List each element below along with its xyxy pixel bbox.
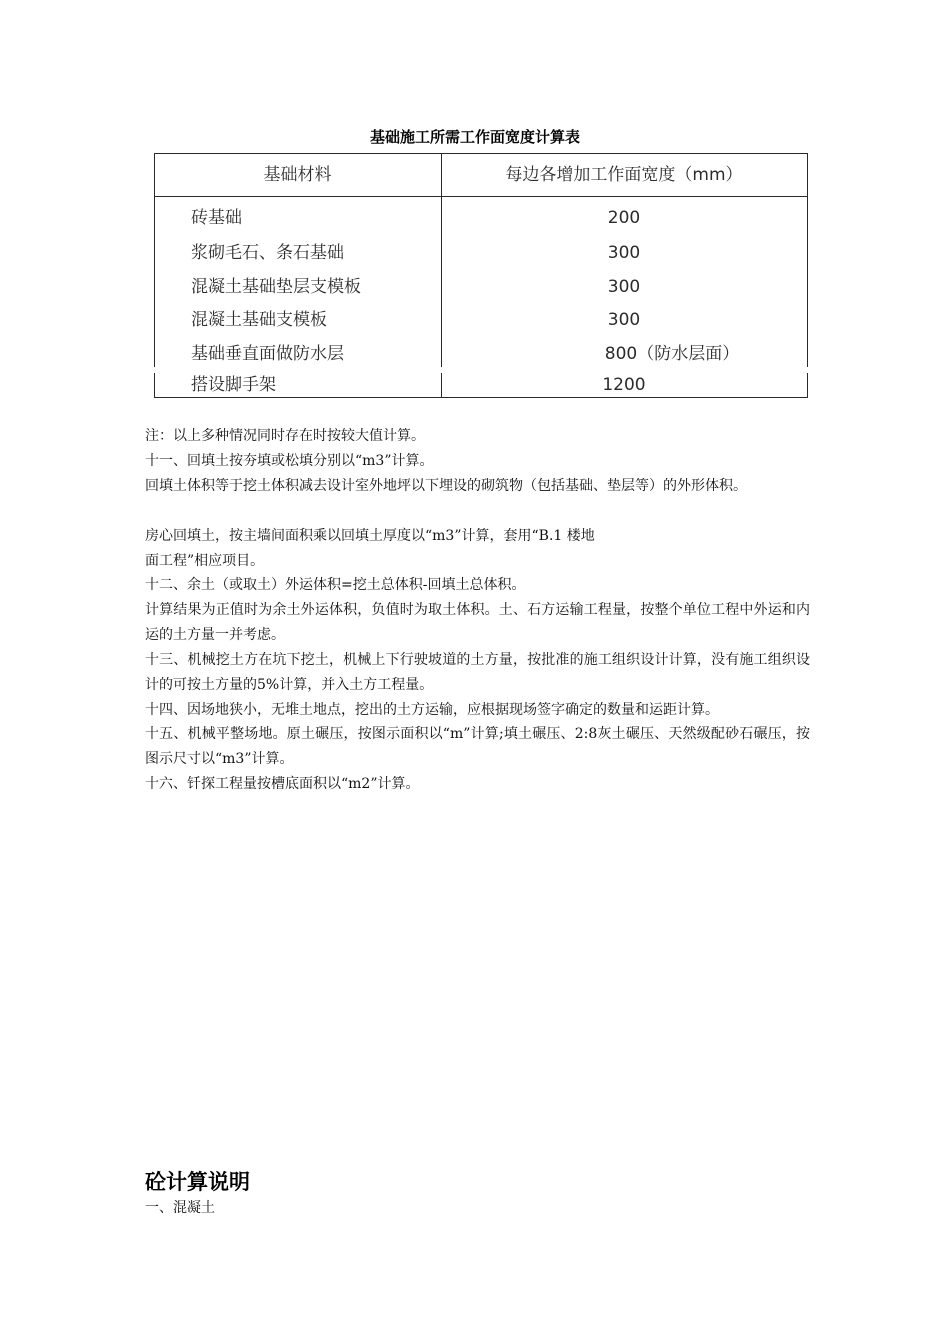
table-border-right-lower — [807, 373, 808, 398]
paragraph: 十六、钎探工程量按槽底面积以“m2”计算。 — [145, 776, 420, 792]
paragraph: 房心回填土，按主墙间面积乘以回填土厚度以“m3”计算，套用“B.1 楼地 — [145, 528, 595, 544]
row-width: 300 — [607, 243, 641, 263]
header-material: 基础材料 — [263, 165, 332, 185]
paragraph: 十五、机械平整场地。原土碾压，按图示面积以“m”计算;填土碾压、2:8灰土碾压、天然级配砂石碾压，按图示尺寸以“m3”计算。 — [145, 726, 810, 767]
row-width: 800（防水层面） — [604, 344, 740, 364]
row-width: 300 — [607, 310, 641, 330]
paragraph: 十四、因场地狭小，无堆土地点，挖出的土方运输，应根据现场签字确定的数量和运距计算。 — [145, 702, 719, 718]
table-border-left-lower — [154, 373, 155, 398]
section-title: 砼计算说明 — [145, 1170, 250, 1194]
row-width: 300 — [607, 277, 641, 297]
table-border-top — [154, 153, 808, 154]
row-material: 砖基础 — [191, 208, 242, 228]
paragraph: 十一、回填土按夯填或松填分别以“m3”计算。 — [145, 453, 434, 469]
row-material: 浆砌毛石、条石基础 — [191, 243, 344, 263]
paragraph: 面工程”相应项目。 — [145, 553, 265, 569]
table-title: 基础施工所需工作面宽度计算表 — [369, 128, 580, 146]
note-paragraph: 注：以上多种情况同时存在时按较大值计算。 — [145, 428, 425, 444]
row-width: 200 — [607, 208, 641, 228]
table-border-right-upper — [807, 153, 808, 367]
row-material: 基础垂直面做防水层 — [191, 344, 344, 364]
table-border-bottom — [154, 397, 808, 398]
row-width: 1200 — [602, 375, 646, 395]
header-width: 每边各增加工作面宽度（mm） — [505, 165, 743, 185]
row-material: 混凝土基础支模板 — [191, 310, 327, 330]
paragraph: 十二、余土（或取土）外运体积=挖土总体积-回填土总体积。 — [145, 577, 526, 593]
paragraph: 十三、机械挖土方在坑下挖土，机械上下行驶坡道的土方量，按批准的施工组织设计计算，没有施工组织设计的可按土方量的5%计算，并入土方工程量。 — [145, 652, 810, 693]
table-header-divider — [154, 196, 808, 197]
section-item: 一、混凝土 — [145, 1200, 215, 1216]
row-material: 混凝土基础垫层支模板 — [191, 277, 361, 297]
paragraph: 计算结果为正值时为余土外运体积，负值时为取土体积。土、石方运输工程量，按整个单位工程中外运和内运的土方量一并考虑。 — [145, 602, 810, 643]
paragraph: 回填土体积等于挖土体积减去设计室外地坪以下埋设的砌筑物（包括基础、垫层等）的外形体积。 — [145, 478, 747, 494]
row-material: 搭设脚手架 — [191, 375, 276, 395]
